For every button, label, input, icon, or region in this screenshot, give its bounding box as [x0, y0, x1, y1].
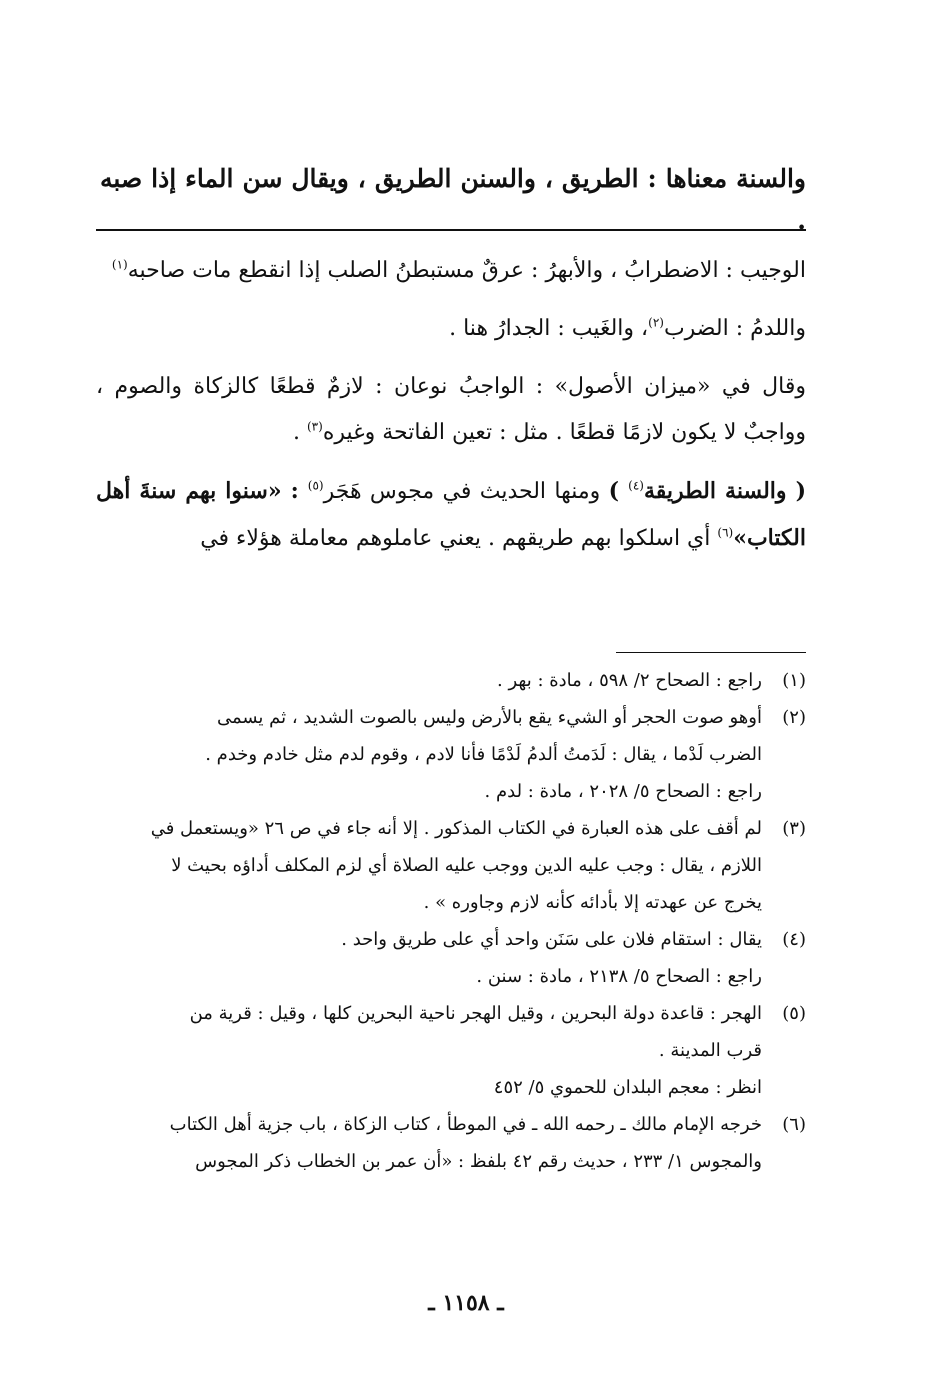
footnote-line: الضرب لَدْما ، يقال : لَدَمتُ ألدمُ لَدْمًا فأنا لادم ، وقوم لدم مثل خادم وخدم . [205, 744, 762, 765]
footnote-text [96, 810, 762, 921]
main-text [96, 248, 806, 574]
footnote-ref-5: (٥) [307, 478, 324, 493]
footnote [96, 810, 806, 921]
footnote-number: (١) [782, 670, 806, 691]
footnote-number: (٤) [782, 929, 806, 950]
footnote-text [96, 921, 762, 995]
footnote [96, 1106, 806, 1180]
footnote-number: (٢) [782, 707, 806, 728]
footnote-line: الهجر : قاعدة دولة البحرين ، وقيل الهجر ناحية البحرين كلها ، وقيل : قرية من [189, 1003, 762, 1024]
footnote-ref-2: (٢) [648, 315, 664, 330]
header-line: والسنة معناها : الطريق ، والسنن الطريق ، ويقال سن الماء إذا صبه . [100, 164, 806, 235]
paragraph-2-text: واللدمُ : الضرب [663, 316, 806, 341]
footnote [96, 921, 806, 995]
footnote-number: (٦) [782, 1114, 806, 1135]
paragraph-4 [96, 468, 806, 562]
footnote-divider [616, 652, 806, 653]
footnote-text [96, 1106, 762, 1180]
paragraph-4-bold: ( والسنة الطريقة [643, 478, 806, 504]
footnote-ref-3: (٣) [306, 419, 323, 434]
footnote [96, 699, 806, 810]
paragraph-4-rest: أي اسلكوا بهم طريقهم . يعني عاملوهم معاملة هؤلاء في [200, 526, 718, 551]
footnote-line: انظر : معجم البلدان للحموي ٥/ ٤٥٢ [493, 1077, 762, 1098]
footnote-line: قرب المدينة . [658, 1040, 762, 1061]
paragraph-3-end: . [292, 420, 307, 445]
paragraph-3 [96, 364, 806, 456]
footnote-line: يقال : استقام فلان على سَنَن واحد أي على طريق واحد . [341, 929, 762, 950]
footnote-line: راجع : الصحاح ٥/ ٢١٣٨ ، مادة : سنن . [476, 966, 762, 987]
page-number: ـ ١١٥٨ ـ [428, 1290, 504, 1316]
footnote-ref-4: (٤) [628, 478, 644, 493]
paragraph-3-text: وقال في «ميزان الأصول» : الواجبُ نوعان : لازمٌ قطعًا كالزكاة والصوم ، وواجبٌ لا يكون لازمًا قطعًا . مثل : تعين الفاتحة وغيره [96, 374, 806, 445]
footnote [96, 662, 806, 699]
footnote-line: راجع : الصحاح ٥/ ٢٠٢٨ ، مادة : لدم . [484, 781, 762, 802]
footnote-ref-6: (٦) [717, 525, 734, 540]
paragraph-4-quote: : «سنوا بهم سنةَ أهل الكتاب» [96, 478, 806, 551]
footnote-line: يخرج عن عهدته إلا بأدائه كأنه لازم وجاوره » . [423, 892, 762, 913]
footnote [96, 995, 806, 1106]
paragraph-4-mid: ومنها الحديث في مجوس هَجَر [323, 479, 609, 504]
footnote-line: والمجوس ١/ ٢٣٣ ، حديث رقم ٤٢ بلفظ : «أن عمر بن الخطاب ذكر المجوس [195, 1151, 762, 1172]
footnote-number: (٣) [782, 818, 806, 839]
footnote-text [96, 699, 762, 810]
footnote-line: راجع : الصحاح ٢/ ٥٩٨ ، مادة : بهر . [497, 670, 762, 691]
footnote-ref-1: (١) [111, 257, 128, 272]
footnote-line: أوهو صوت الحجر أو الشيء يقع بالأرض وليس بالصوت الشديد ، ثم يسمى [216, 707, 762, 728]
paragraph-2-rest: ، والغَيب : الجدارُ هنا . [449, 316, 649, 341]
header-divider [96, 229, 806, 231]
paragraph-1-text: الوجيب : الاضطرابُ ، والأبهرُ : عرقٌ مستبطنُ الصلب إذا انقطع مات صاحبه [127, 258, 806, 283]
paragraph-4-bold-end: ) [608, 478, 629, 504]
footnote-line: لم أقف على هذه العبارة في الكتاب المذكور . إلا أنه جاء في ص ٢٦ «ويستعمل في [150, 818, 762, 839]
paragraph-2 [96, 306, 806, 352]
paragraph-1 [96, 248, 806, 294]
footnote-line: خرجه الإمام مالك ـ رحمه الله ـ في الموطأ ، كتاب الزكاة ، باب جزية أهل الكتاب [169, 1114, 762, 1135]
footnote-number: (٥) [782, 1003, 806, 1024]
footnote-line: اللازم ، يقال : وجب عليه الدين ووجب عليه الصلاة أي لزم المكلف أداؤه بحيث لا [171, 855, 762, 876]
footnote-text [96, 662, 762, 699]
footnote-text [96, 995, 762, 1106]
footnotes [96, 662, 806, 1180]
